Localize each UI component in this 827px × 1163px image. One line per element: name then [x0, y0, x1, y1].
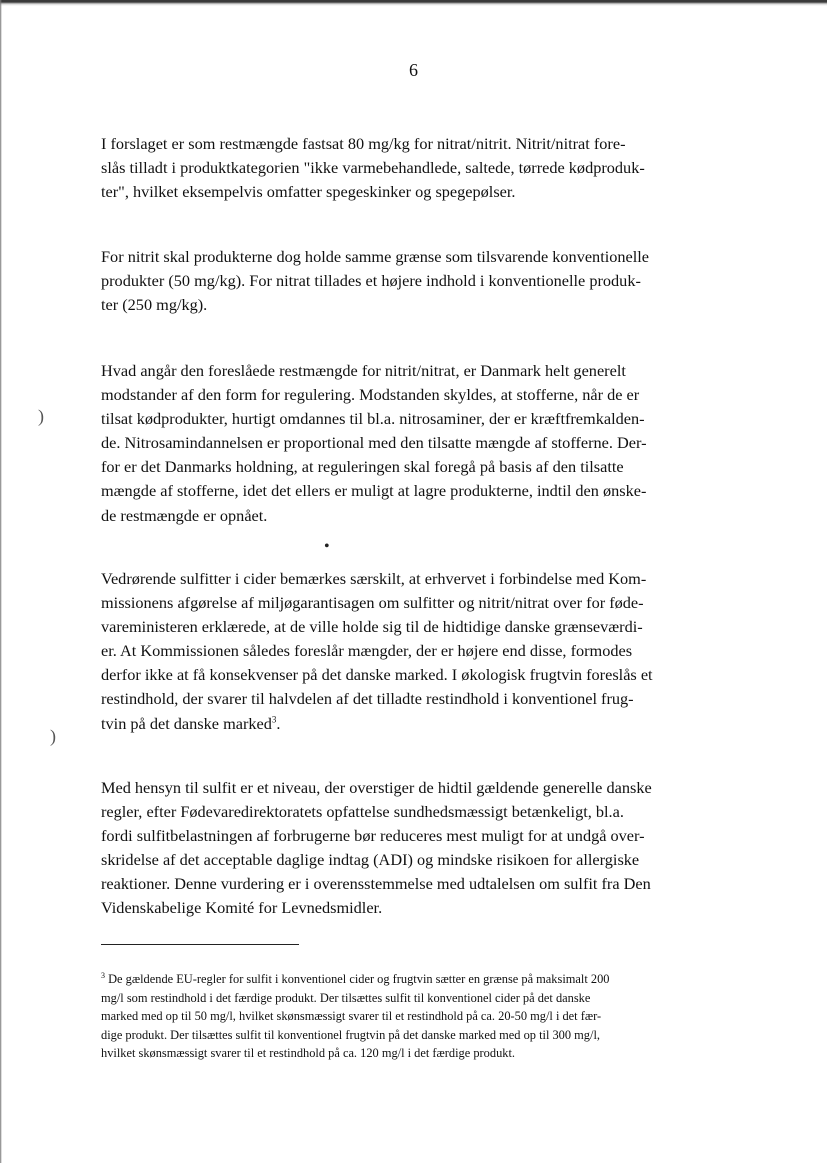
footnote-text: De gældende EU-regler for sulfit i konventionel cider og frugtvin sætter en grænse på maksimalt 200	[108, 972, 610, 986]
text-line: tilsat kødprodukter, hurtigt omdannes til bl.a. nitrosaminer, der er kræftfremkalden-	[101, 409, 645, 429]
scan-edge-left	[0, 0, 2, 1163]
text-line: slås tilladt i produktkategorien "ikke varmebehandlede, saltede, tørrede kødproduk-	[101, 158, 645, 178]
text-line-content: tvin på det danske marked	[101, 713, 272, 733]
scan-artifact-bracket: )	[50, 726, 56, 746]
text-line: for er det Danmarks holdning, at reguleringen skal foregå på basis af den tilsatte	[101, 457, 624, 477]
paragraph-4	[101, 567, 741, 736]
footnote-line: mg/l som restindhold i det færdige produkt. Der tilsættes sulfit til konventionel cider på det danske	[101, 990, 591, 1005]
paragraph-5	[101, 776, 741, 921]
text-line: ter (250 mg/kg).	[101, 295, 208, 315]
scan-artifact-dot: •	[324, 538, 330, 555]
footnote-line: dige produkt. Der tilsættes sulfit til konventionel frugtvin på det danske marked med op til 300 mg/l,	[101, 1027, 600, 1042]
text-line: Videnskabelige Komité for Levnedsmidler.	[101, 898, 383, 918]
text-line: Hvad angår den foreslåede restmængde for nitrit/nitrat, er Danmark helt generelt	[101, 361, 626, 380]
footnote-line: hvilket skønsmæssigt svarer til et restindhold på ca. 120 mg/l i det færdige produkt.	[101, 1046, 515, 1061]
footnote-line: marked med op til 50 mg/l, hvilket skønsmæssigt svarer til et restindhold på ca. 20-50 mg/l i det fær-	[101, 1009, 602, 1024]
scan-edge-top	[0, 0, 827, 6]
text-line: fordi sulfitbelastningen af forbrugerne bør reduceres mest muligt for at undgå over-	[101, 826, 645, 846]
text-line: I forslaget er som restmængde fastsat 80 mg/kg for nitrat/nitrit. Nitrit/nitrat fore-	[101, 134, 626, 153]
page-number: 6	[409, 60, 418, 80]
footnote-line	[101, 970, 731, 989]
text-line: derfor ikke at få konsekvenser på det danske marked. I økologisk frugtvin foreslås et	[101, 665, 653, 685]
text-line: restindhold, der svarer til halvdelen af det tilladte restindhold i konventionel frug-	[101, 689, 634, 709]
text-line: Vedrørende sulfitter i cider bemærkes særskilt, at erhvervet i forbindelse med Kom-	[101, 569, 647, 588]
text-line: For nitrit skal produkterne dog holde samme grænse som tilsvarende konventionelle	[101, 247, 650, 266]
text-line: ter", hvilket eksempelvis omfatter spegeskinker og spegepølser.	[101, 182, 516, 202]
paragraph-1	[101, 132, 741, 204]
footnote-divider	[101, 944, 299, 945]
text-line: de. Nitrosamindannelsen er proportional med den tilsatte mængde af stofferne. Der-	[101, 433, 647, 453]
paragraph-2	[101, 245, 741, 317]
sentence-end: .	[276, 713, 281, 733]
scan-artifact-bracket: )	[38, 406, 44, 426]
text-line	[101, 712, 741, 736]
footnote-marker: 3	[101, 970, 105, 980]
text-line: mængde af stofferne, idet det ellers er muligt at lagre produkterne, indtil den ønske-	[101, 481, 647, 501]
text-line: modstander af den form for regulering. Modstanden skyldes, at stofferne, når de er	[101, 385, 640, 405]
text-line: vareministeren erklærede, at de ville holde sig til de hidtidige danske grænseværdi-	[101, 617, 643, 637]
text-line: Med hensyn til sulfit er et niveau, der overstiger de hidtil gældende generelle danske	[101, 778, 652, 797]
text-line: reaktioner. Denne vurdering er i overensstemmelse med udtalelsen om sulfit fra Den	[101, 874, 651, 894]
text-line: regler, efter Fødevaredirektoratets opfattelse sundhedsmæssigt betænkeligt, bl.a.	[101, 802, 624, 822]
text-line: produkter (50 mg/kg). For nitrat tillades et højere indhold i konventionelle produk-	[101, 271, 641, 291]
footnote-reference[interactable]: 3	[271, 714, 277, 725]
footnote	[101, 970, 731, 1063]
text-line: er. At Kommissionen således foreslår mængder, der er højere end disse, formodes	[101, 641, 633, 661]
text-line: missionens afgørelse af miljøgarantisagen om sulfitter og nitrit/nitrat over for føde-	[101, 593, 644, 613]
text-line: skridelse af det acceptable daglige indtag (ADI) og mindske risikoen for allergiske	[101, 850, 640, 870]
text-line: de restmængde er opnået.	[101, 505, 268, 525]
paragraph-3	[101, 359, 741, 528]
